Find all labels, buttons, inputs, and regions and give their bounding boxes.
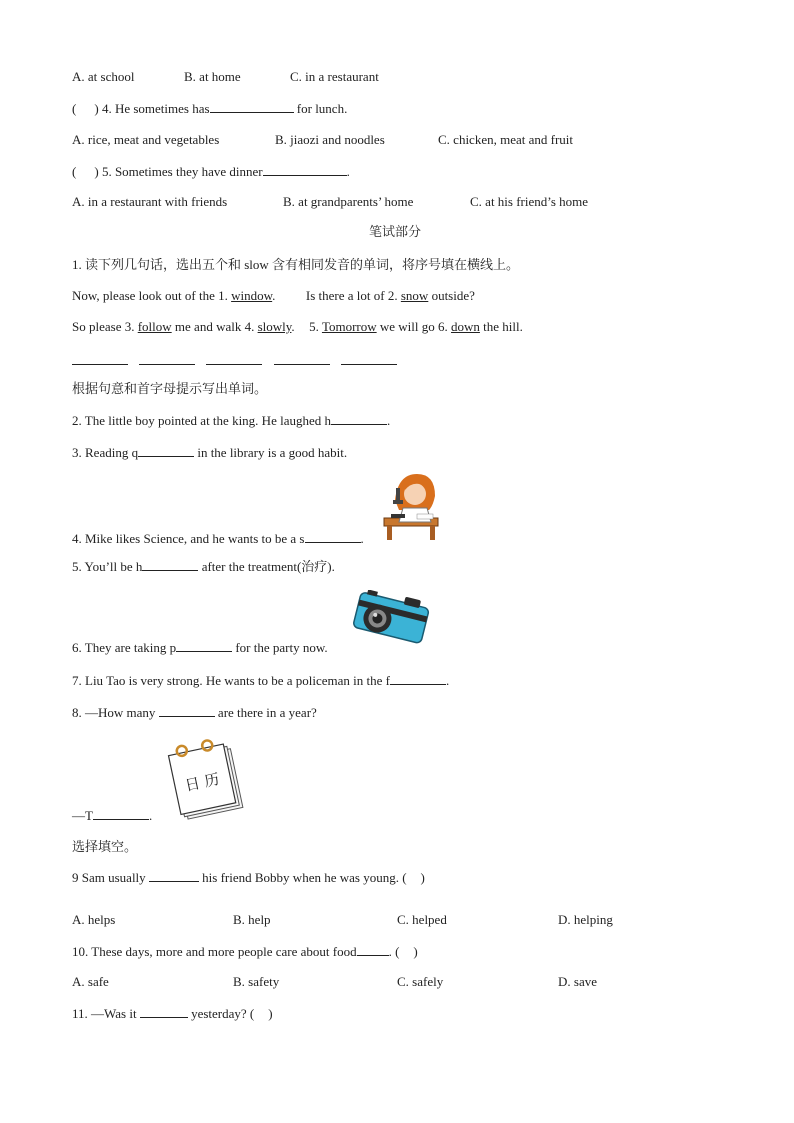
answer-blank[interactable] (159, 704, 215, 717)
camera-illustration (352, 590, 432, 646)
section-title: 笔试部分 (369, 224, 422, 239)
q3-option-b: B. at home (184, 69, 241, 84)
q10-option-c: C. safely (397, 974, 444, 989)
q3-option-a: A. at school (72, 69, 135, 84)
answer-line-5[interactable] (341, 364, 397, 365)
q4-option-b: B. jiaozi and noodles (275, 132, 385, 147)
part1-line2: So please 3. follow me and walk 4. slowly. 5. Tomorrow we will go 6. down the hill. (72, 319, 523, 334)
part2-instruction: 根据句意和首字母提示写出单词。 (72, 381, 268, 396)
answer-blank[interactable] (210, 100, 294, 113)
answer-blank[interactable] (305, 530, 361, 543)
q9-option-b: B. help (233, 912, 271, 927)
answer-line-3[interactable] (206, 364, 262, 365)
q9-option-d: D. helping (558, 912, 613, 927)
q5-option-c: C. at his friend’s home (470, 194, 589, 209)
q9-option-c: C. helped (397, 912, 447, 927)
scientist-microscope-illustration (383, 470, 439, 540)
part3-q9: 9 Sam usually his friend Bobby when he was young. ( ) (72, 870, 425, 885)
part1-line1: Now, please look out of the 1. window. Is there a lot of 2. snow outside? (72, 288, 475, 303)
answer-blank[interactable] (357, 943, 389, 956)
part2-q4: 4. Mike likes Science, and he wants to be a s . (72, 531, 364, 546)
q5-option-a: A. in a restaurant with friends (72, 194, 228, 209)
calendar-illustration (166, 734, 250, 822)
q9-option-a: A. helps (72, 912, 116, 927)
answer-blank[interactable] (142, 558, 198, 571)
listening-q5: ( ) 5. Sometimes they have dinner . (72, 164, 350, 179)
answer-blank[interactable] (138, 444, 194, 457)
part3-q10: 10. These days, more and more people care about food . ( ) (72, 944, 418, 959)
part2-q7: 7. Liu Tao is very strong. He wants to be a policeman in the f . (72, 673, 450, 688)
q4-option-a: A. rice, meat and vegetables (72, 132, 220, 147)
answer-line-4[interactable] (274, 364, 330, 365)
part2-q3: 3. Reading q in the library is a good habit. (72, 445, 348, 460)
answer-blank[interactable] (263, 163, 347, 176)
listening-q4: ( ) 4. He sometimes has for lunch. (72, 101, 348, 116)
q10-option-b: B. safety (233, 974, 280, 989)
q10-option-a: A. safe (72, 974, 109, 989)
calendar-label: 日 历 (183, 769, 222, 795)
part2-q2: 2. The little boy pointed at the king. He laughed h . (72, 413, 391, 428)
answer-blank[interactable] (140, 1005, 188, 1018)
part3-q11: 11. —Was it yesterday? ( ) (72, 1006, 273, 1021)
answer-line-1[interactable] (72, 364, 128, 365)
answer-blank[interactable] (93, 807, 149, 820)
answer-blank[interactable] (390, 672, 446, 685)
answer-line-2[interactable] (139, 364, 195, 365)
part3-instruction: 选择填空。 (72, 839, 138, 854)
answer-blank[interactable] (331, 412, 387, 425)
q5-option-b: B. at grandparents’ home (283, 194, 414, 209)
part1-instruction: 1. 读下列几句话，选出五个和 slow 含有相同发音的单词，将序号填在横线上。 (72, 257, 520, 272)
part2-q5: 5. You’ll be h after the treatment(治疗). (72, 559, 335, 574)
part2-q8-answer: —T . (72, 808, 153, 823)
answer-blank[interactable] (176, 639, 232, 652)
answer-blank[interactable] (149, 869, 199, 882)
part2-q8: 8. —How many are there in a year? (72, 705, 317, 720)
part2-q6: 6. They are taking p for the party now. (72, 640, 328, 655)
q3-option-c: C. in a restaurant (290, 69, 379, 84)
q10-option-d: D. save (558, 974, 597, 989)
q4-option-c: C. chicken, meat and fruit (438, 132, 574, 147)
